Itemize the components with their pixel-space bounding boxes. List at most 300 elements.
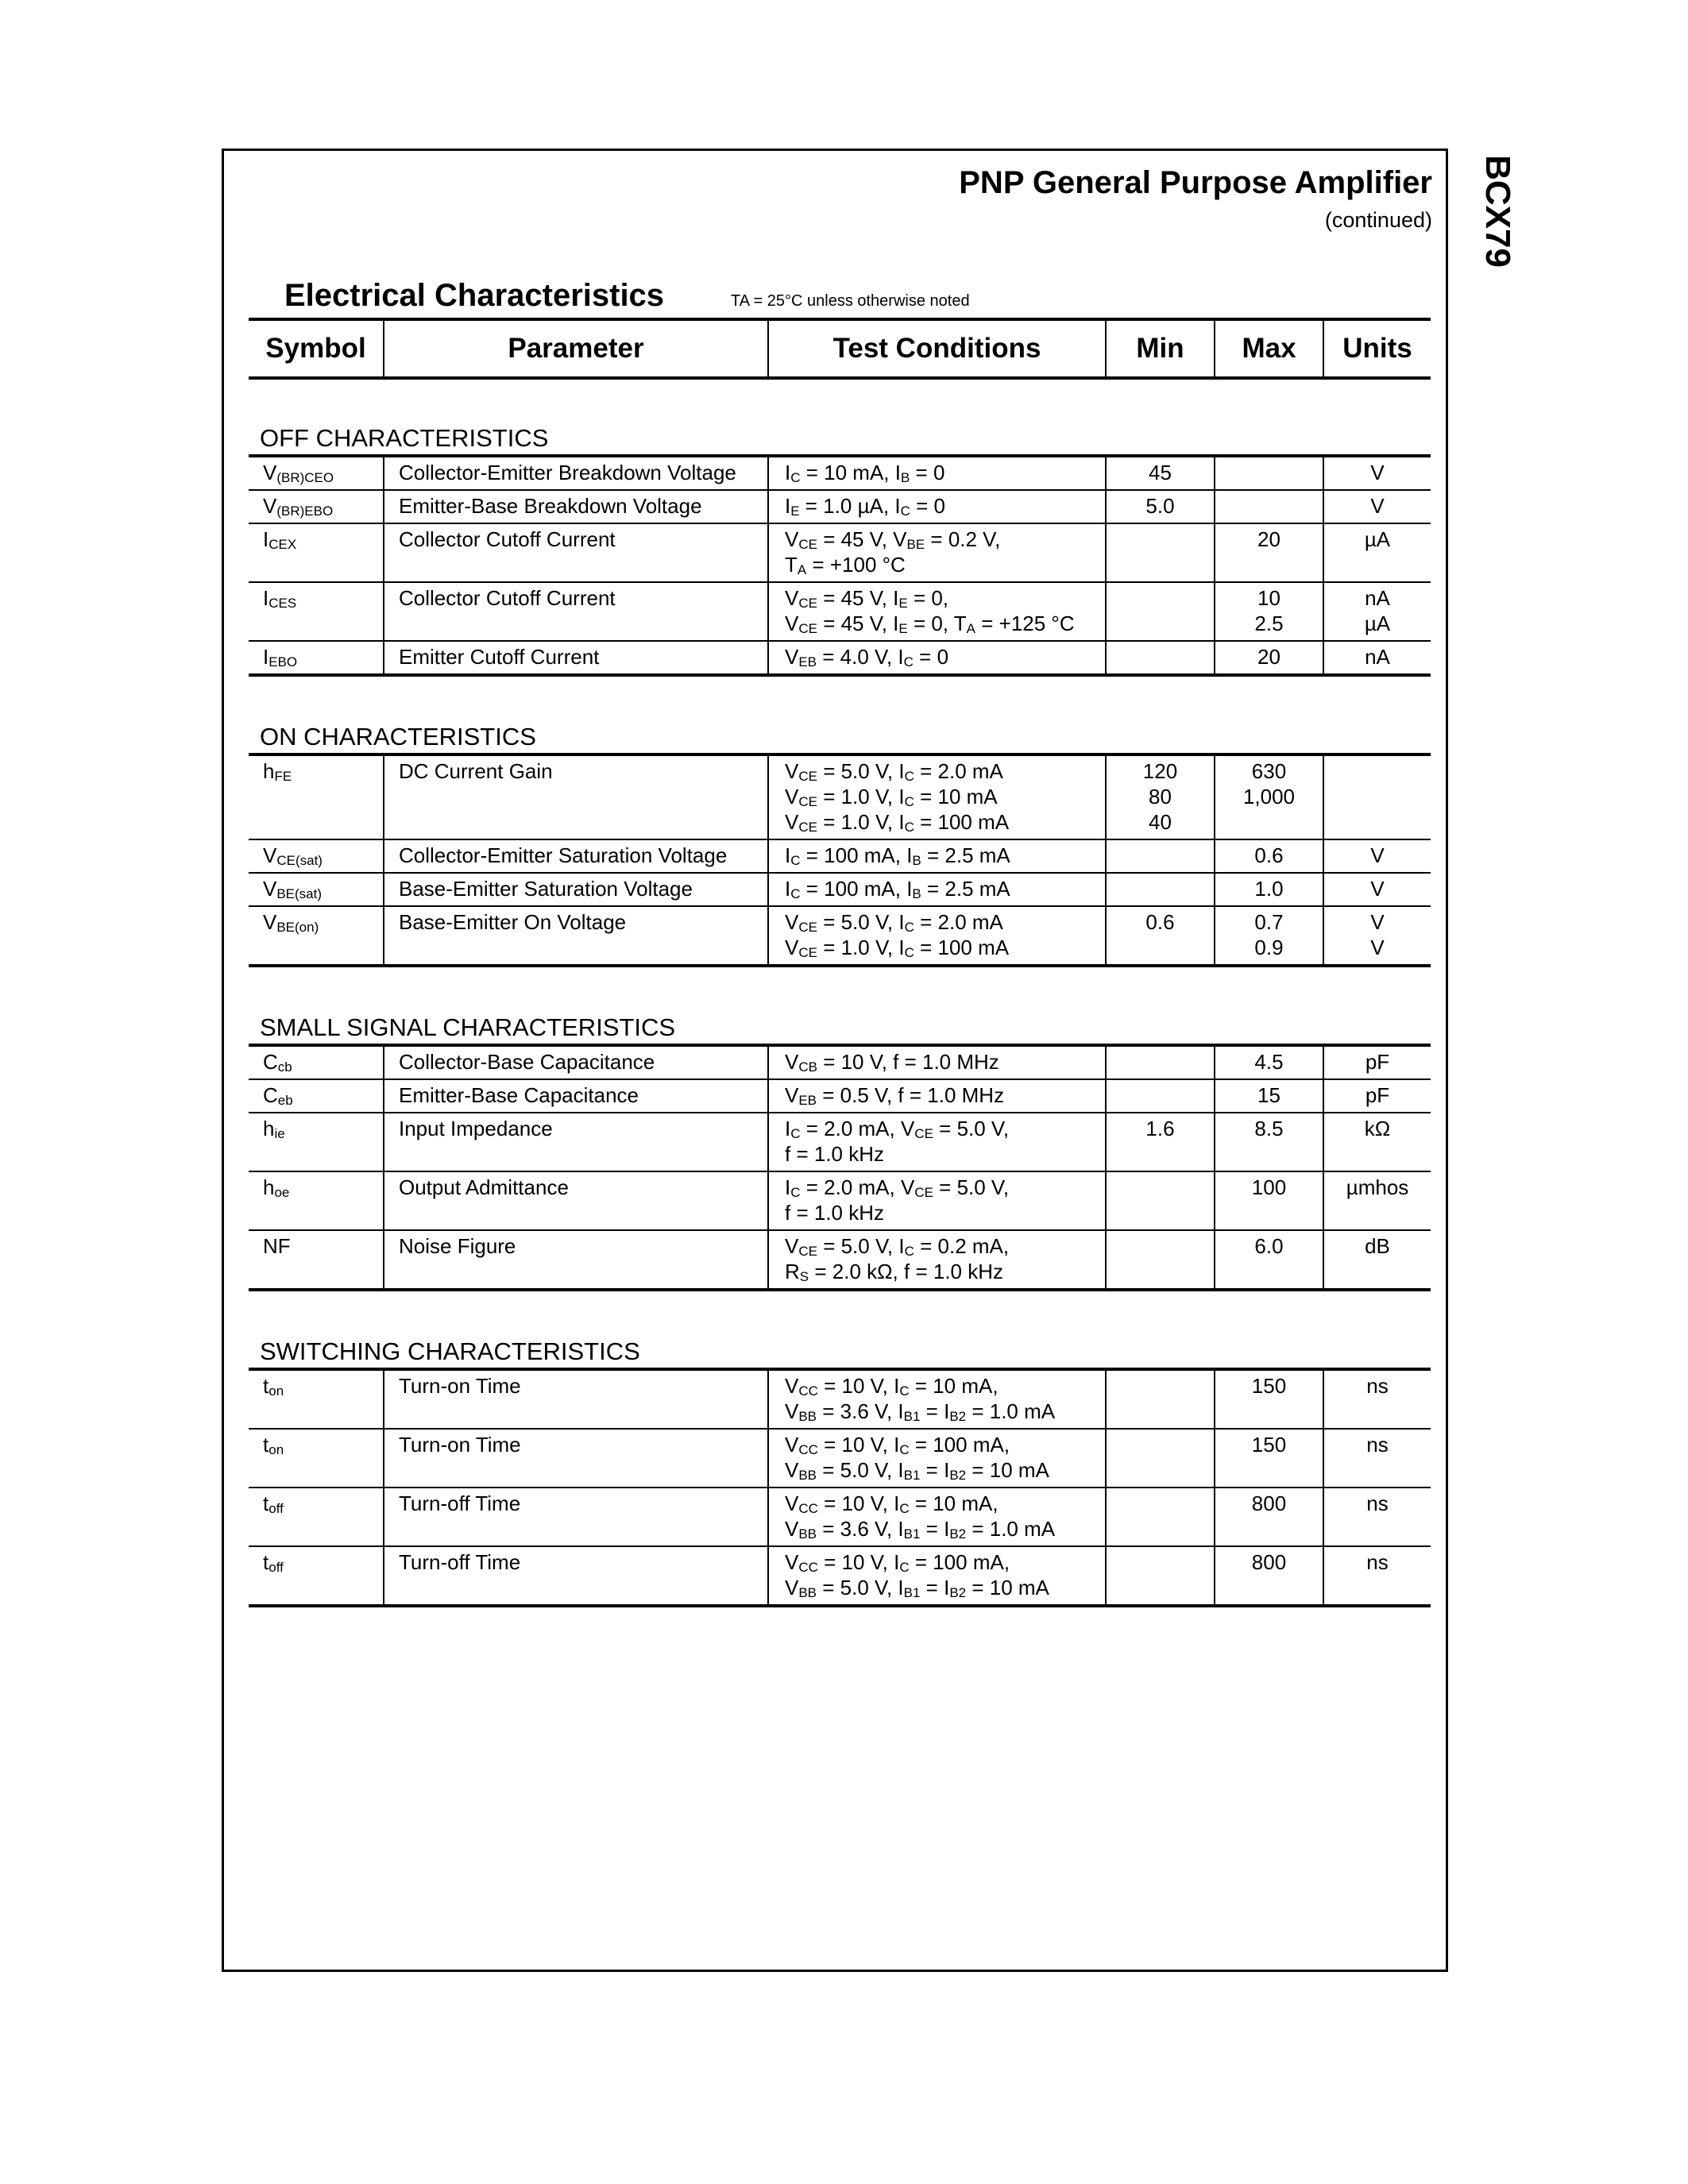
condition-subscript: C [904, 794, 914, 809]
condition-text: I [785, 877, 791, 901]
max-cell [1215, 1369, 1323, 1429]
symbol-cell [249, 1079, 384, 1113]
condition-line [785, 1259, 1105, 1284]
table-row [249, 1079, 1431, 1113]
header-test-conditions: Test Conditions [768, 319, 1106, 378]
condition-text: = 45 V, I [817, 586, 899, 610]
max-value: 15 [1257, 1083, 1280, 1107]
condition-text: V [785, 1458, 799, 1482]
table-row [249, 582, 1431, 641]
parameter-cell: Turn-off Time [384, 1546, 768, 1606]
units-cell [1323, 754, 1431, 839]
condition-subscript: BE [906, 537, 925, 552]
condition-text: V [785, 1517, 799, 1541]
condition-text: = 10 V, I [817, 1433, 900, 1457]
max-value: 20 [1257, 527, 1280, 551]
symbol-main: h [263, 1175, 275, 1199]
condition-subscript: B2 [949, 1585, 967, 1600]
units-cell [1323, 873, 1431, 906]
condition-subscript: CC [798, 1442, 818, 1457]
condition-text: = 1.0 µA, I [799, 494, 901, 518]
condition-text: V [785, 1234, 799, 1258]
condition-text: V [785, 1491, 799, 1515]
condition-subscript: CE [798, 920, 817, 935]
parameter-cell: Base-Emitter Saturation Voltage [384, 873, 768, 906]
condition-text: = I [920, 1517, 950, 1541]
symbol-main: V [263, 877, 277, 901]
table-row [249, 1113, 1431, 1171]
section-title: OFF CHARACTERISTICS [260, 424, 549, 452]
conditions-note: TA = 25°C unless otherwise noted [731, 292, 970, 310]
condition-subscript: B2 [949, 1409, 967, 1424]
section-title: SMALL SIGNAL CHARACTERISTICS [260, 1013, 676, 1041]
max-value: 0.6 [1254, 843, 1284, 867]
condition-subscript: B1 [903, 1585, 921, 1600]
symbol-cell [249, 873, 384, 906]
parameter-cell: Collector Cutoff Current [384, 582, 768, 641]
max-cell [1215, 1429, 1323, 1488]
condition-text: I [785, 1175, 791, 1199]
symbol-subscript: off [268, 1560, 284, 1575]
condition-text: = 10 V, f = 1.0 MHz [817, 1050, 999, 1074]
condition-line [785, 1116, 1105, 1141]
units-value: kΩ [1364, 1117, 1391, 1140]
symbol-subscript: (BR)CEO [276, 470, 334, 485]
test-conditions-cell [768, 456, 1106, 490]
condition-line [785, 1373, 1105, 1399]
condition-subscript: C [904, 820, 914, 835]
symbol-subscript: FE [274, 769, 292, 784]
units-value: µmhos [1346, 1175, 1409, 1199]
test-conditions-cell [768, 1171, 1106, 1230]
table-row [249, 523, 1431, 582]
symbol-subscript: BE(on) [276, 920, 319, 935]
max-value: 1,000 [1242, 785, 1296, 808]
condition-line [785, 552, 1105, 577]
max-cell [1215, 906, 1323, 966]
header-max: Max [1215, 319, 1323, 378]
units-value: nA [1365, 586, 1390, 610]
parameter-cell: Collector-Emitter Breakdown Voltage [384, 456, 768, 490]
condition-subscript: E [898, 621, 908, 636]
symbol-subscript: CEX [268, 537, 297, 552]
max-cell [1215, 839, 1323, 873]
condition-subscript: CE [798, 769, 817, 784]
symbol-cell [249, 1171, 384, 1230]
condition-text: V [785, 810, 799, 834]
units-cell [1323, 1045, 1431, 1079]
units-value: pF [1365, 1050, 1390, 1074]
condition-line [785, 758, 1105, 784]
min-cell [1106, 523, 1215, 582]
symbol-subscript: cb [277, 1059, 292, 1075]
condition-text: = 0 [910, 461, 945, 484]
condition-text: = 45 V, V [817, 527, 907, 551]
test-conditions-cell [768, 1113, 1106, 1171]
condition-subscript: C [904, 920, 914, 935]
min-cell [1106, 641, 1215, 675]
condition-text: V [785, 910, 799, 934]
symbol-cell [249, 754, 384, 839]
condition-text: = 5.0 V, [933, 1175, 1010, 1199]
table-row [249, 1488, 1431, 1546]
condition-subscript: B [912, 886, 921, 901]
condition-text: V [785, 785, 799, 808]
units-cell [1323, 1171, 1431, 1230]
min-cell [1106, 1429, 1215, 1488]
condition-text: f = 1.0 kHz [785, 1142, 884, 1166]
condition-subscript: B1 [903, 1526, 921, 1542]
max-cell [1215, 1546, 1323, 1606]
condition-text: V [785, 1374, 799, 1398]
condition-line [785, 585, 1105, 611]
parameter-cell: Turn-off Time [384, 1488, 768, 1546]
condition-line [785, 1049, 1105, 1075]
condition-text: = 100 mA [914, 936, 1010, 959]
parameter-cell: Turn-on Time [384, 1369, 768, 1429]
condition-subscript: CE [798, 621, 817, 636]
min-cell [1106, 456, 1215, 490]
units-value: V [1370, 843, 1385, 867]
condition-text: = 1.0 V, I [817, 785, 905, 808]
max-value: 8.5 [1254, 1117, 1284, 1140]
symbol-main: I [263, 586, 269, 610]
table-row [249, 490, 1431, 523]
condition-subscript: A [797, 562, 807, 577]
condition-text: V [785, 1550, 799, 1574]
max-value: 0.9 [1254, 936, 1284, 959]
condition-text: = I [920, 1399, 950, 1423]
header-parameter: Parameter [384, 319, 768, 378]
condition-subscript: CE [798, 794, 817, 809]
condition-line [785, 493, 1105, 519]
section-title: SWITCHING CHARACTERISTICS [260, 1337, 640, 1365]
symbol-main: C [263, 1083, 278, 1107]
max-cell [1215, 1171, 1323, 1230]
section-row [249, 378, 1431, 456]
symbol-subscript: eb [277, 1093, 293, 1108]
condition-text: = 2.0 mA [914, 910, 1003, 934]
condition-line [785, 809, 1105, 835]
condition-text: = 10 mA, I [800, 461, 901, 484]
symbol-cell [249, 1230, 384, 1290]
max-cell [1215, 523, 1323, 582]
min-value: 40 [1149, 810, 1172, 834]
symbol-cell [249, 1113, 384, 1171]
symbol-subscript: ie [274, 1126, 285, 1141]
symbol-subscript: off [268, 1501, 284, 1516]
table-row [249, 1369, 1431, 1429]
min-cell [1106, 1113, 1215, 1171]
test-conditions-cell [768, 906, 1106, 966]
section-row [249, 1290, 1431, 1369]
max-cell [1215, 873, 1323, 906]
condition-text: = +100 °C [806, 553, 906, 577]
symbol-subscript: oe [274, 1185, 290, 1200]
condition-line [785, 644, 1105, 669]
symbol-main: t [263, 1433, 269, 1457]
condition-text: = 10 V, I [817, 1491, 900, 1515]
symbol-cell [249, 839, 384, 873]
symbol-subscript: (BR)EBO [276, 504, 334, 519]
condition-line [785, 935, 1105, 960]
condition-subscript: CE [914, 1126, 933, 1141]
symbol-main: I [263, 527, 269, 551]
condition-subscript: CE [798, 820, 817, 835]
table-row [249, 839, 1431, 873]
condition-subscript: E [898, 596, 908, 611]
condition-text: = 2.0 mA, V [800, 1175, 915, 1199]
symbol-main: V [263, 910, 277, 934]
parameter-cell: Emitter-Base Breakdown Voltage [384, 490, 768, 523]
max-cell [1215, 490, 1323, 523]
table-header-row [249, 319, 1431, 378]
symbol-cell [249, 523, 384, 582]
condition-subscript: S [799, 1269, 809, 1284]
condition-text: = 2.0 mA [914, 759, 1003, 783]
condition-text: = 5.0 V, I [817, 910, 905, 934]
parameter-cell: DC Current Gain [384, 754, 768, 839]
condition-text: = 2.0 kΩ, f = 1.0 kHz [809, 1260, 1004, 1283]
condition-line [785, 1233, 1105, 1259]
min-value: 120 [1142, 759, 1178, 783]
condition-subscript: C [904, 769, 914, 784]
test-conditions-cell [768, 1488, 1106, 1546]
condition-text: = 10 mA [966, 1458, 1049, 1482]
condition-subscript: C [790, 1126, 801, 1141]
condition-subscript: BB [798, 1585, 817, 1600]
test-conditions-cell [768, 641, 1106, 675]
condition-line [785, 876, 1105, 901]
symbol-subscript: on [268, 1442, 284, 1457]
max-cell [1215, 1488, 1323, 1546]
units-cell [1323, 523, 1431, 582]
condition-line [785, 1082, 1105, 1108]
max-value: 150 [1251, 1433, 1287, 1457]
document-subtitle: (continued) [1324, 208, 1432, 232]
header-min: Min [1106, 319, 1215, 378]
condition-text: = 0, [907, 586, 949, 610]
units-value: µA [1364, 612, 1391, 635]
condition-line [785, 1491, 1105, 1516]
min-cell [1106, 582, 1215, 641]
condition-subscript: B1 [903, 1409, 921, 1424]
max-cell [1215, 582, 1323, 641]
table-row [249, 641, 1431, 675]
units-cell [1323, 1546, 1431, 1606]
max-cell [1215, 1079, 1323, 1113]
condition-subscript: C [904, 945, 914, 960]
condition-line [785, 784, 1105, 809]
min-cell [1106, 1488, 1215, 1546]
max-cell [1215, 1045, 1323, 1079]
parameter-cell: Output Admittance [384, 1171, 768, 1230]
min-cell [1106, 1230, 1215, 1290]
condition-subscript: CB [798, 1059, 817, 1075]
condition-text: = +125 °C [975, 612, 1075, 635]
condition-subscript: C [790, 853, 801, 868]
parameter-cell: Collector-Base Capacitance [384, 1045, 768, 1079]
condition-subscript: BB [798, 1409, 817, 1424]
symbol-main: V [263, 461, 277, 484]
condition-subscript: B [912, 853, 921, 868]
table-row [249, 1230, 1431, 1290]
units-cell [1323, 906, 1431, 966]
table-row [249, 754, 1431, 839]
test-conditions-cell [768, 582, 1106, 641]
condition-text: = 10 mA, [909, 1491, 999, 1515]
max-value: 0.7 [1254, 910, 1284, 934]
min-cell [1106, 1045, 1215, 1079]
symbol-main: t [263, 1491, 269, 1515]
condition-text: = 0, T [907, 612, 967, 635]
condition-subscript: CC [798, 1501, 818, 1516]
condition-subscript: CE [798, 945, 817, 960]
condition-text: = 1.0 V, I [817, 936, 905, 959]
part-number-tab [1479, 148, 1516, 275]
condition-subscript: CC [798, 1383, 818, 1399]
condition-subscript: C [899, 1501, 910, 1516]
condition-subscript: EB [798, 654, 817, 669]
test-conditions-cell [768, 1546, 1106, 1606]
condition-line [785, 1141, 1105, 1167]
condition-text: = 10 mA [914, 785, 998, 808]
condition-subscript: C [790, 470, 801, 485]
symbol-main: I [263, 645, 269, 669]
condition-text: V [785, 1050, 799, 1074]
condition-subscript: E [790, 504, 800, 519]
test-conditions-cell [768, 754, 1106, 839]
condition-text: = 0 [910, 494, 945, 518]
condition-text: V [785, 1399, 799, 1423]
parameter-cell: Noise Figure [384, 1230, 768, 1290]
symbol-cell [249, 456, 384, 490]
units-value: ns [1366, 1433, 1389, 1457]
symbol-main: t [263, 1550, 269, 1574]
parameter-cell: Base-Emitter On Voltage [384, 906, 768, 966]
condition-text: I [785, 461, 791, 484]
test-conditions-cell [768, 490, 1106, 523]
units-cell [1323, 1488, 1431, 1546]
electrical-characteristics-table [249, 318, 1431, 1607]
table-row [249, 1045, 1431, 1079]
condition-text: V [785, 527, 799, 551]
condition-text: = 10 V, I [817, 1374, 900, 1398]
parameter-cell: Emitter Cutoff Current [384, 641, 768, 675]
units-value: V [1370, 910, 1385, 934]
condition-text: V [785, 759, 799, 783]
min-cell [1106, 754, 1215, 839]
min-cell [1106, 1079, 1215, 1113]
max-value: 150 [1251, 1374, 1287, 1398]
units-cell [1323, 1113, 1431, 1171]
symbol-cell [249, 1369, 384, 1429]
condition-subscript: B [900, 470, 910, 485]
condition-line [785, 1399, 1105, 1424]
condition-subscript: CE [798, 596, 817, 611]
test-conditions-cell [768, 1429, 1106, 1488]
condition-line [785, 1457, 1105, 1483]
symbol-subscript: EBO [268, 654, 298, 669]
units-value: ns [1366, 1550, 1389, 1574]
condition-line [785, 1516, 1105, 1542]
condition-text: = 1.0 mA [966, 1517, 1056, 1541]
document-title: PNP General Purpose Amplifier [959, 165, 1432, 200]
condition-text: = 10 mA, [909, 1374, 999, 1398]
units-cell [1323, 1369, 1431, 1429]
max-cell [1215, 754, 1323, 839]
condition-text: V [785, 612, 799, 635]
condition-text: I [785, 1117, 791, 1140]
units-value: nA [1365, 645, 1390, 669]
condition-text: = 100 mA, I [800, 877, 913, 901]
condition-text: V [785, 1083, 799, 1107]
symbol-main: h [263, 759, 275, 783]
condition-text: I [785, 843, 791, 867]
part-number: BCX79 [1478, 155, 1517, 268]
condition-subscript: CE [798, 1244, 817, 1259]
condition-text: = 100 mA [914, 810, 1010, 834]
condition-line [785, 1575, 1105, 1600]
condition-text: V [785, 936, 799, 959]
symbol-main: V [263, 843, 277, 867]
units-cell [1323, 1230, 1431, 1290]
condition-text: f = 1.0 kHz [785, 1201, 884, 1225]
condition-text: = I [920, 1576, 950, 1599]
symbol-cell [249, 1045, 384, 1079]
parameter-cell: Collector-Emitter Saturation Voltage [384, 839, 768, 873]
min-cell [1106, 906, 1215, 966]
condition-text: = 100 mA, [909, 1433, 1010, 1457]
condition-line [785, 1200, 1105, 1225]
units-value: V [1370, 877, 1385, 901]
units-value: ns [1366, 1491, 1389, 1515]
table-row [249, 1171, 1431, 1230]
max-value: 2.5 [1254, 612, 1284, 635]
units-value: V [1370, 494, 1385, 518]
condition-text: = 0.2 mA, [914, 1234, 1010, 1258]
symbol-cell [249, 641, 384, 675]
symbol-main: NF [263, 1234, 291, 1258]
symbol-main: t [263, 1374, 269, 1398]
condition-text: = 3.6 V, I [817, 1399, 904, 1423]
units-value: dB [1365, 1234, 1390, 1258]
max-value: 800 [1251, 1491, 1287, 1515]
units-value: V [1370, 461, 1385, 484]
symbol-cell [249, 1546, 384, 1606]
condition-text: = 5.0 V, I [817, 1576, 904, 1599]
condition-text: = 5.0 V, I [817, 1234, 905, 1258]
test-conditions-cell [768, 839, 1106, 873]
condition-text: = 5.0 V, [933, 1117, 1010, 1140]
table-row [249, 906, 1431, 966]
condition-line [785, 843, 1105, 868]
section-title: ON CHARACTERISTICS [260, 723, 536, 751]
condition-subscript: B1 [903, 1468, 921, 1483]
symbol-cell [249, 1488, 384, 1546]
condition-subscript: C [903, 654, 914, 669]
condition-text: = 100 mA, I [800, 843, 913, 867]
max-value: 4.5 [1254, 1050, 1284, 1074]
condition-subscript: C [790, 1185, 801, 1200]
units-value: pF [1365, 1083, 1390, 1107]
header-symbol: Symbol [249, 319, 384, 378]
condition-text: V [785, 1433, 799, 1457]
table-row [249, 456, 1431, 490]
test-conditions-cell [768, 873, 1106, 906]
units-value: µA [1364, 527, 1391, 551]
condition-subscript: B2 [949, 1468, 967, 1483]
